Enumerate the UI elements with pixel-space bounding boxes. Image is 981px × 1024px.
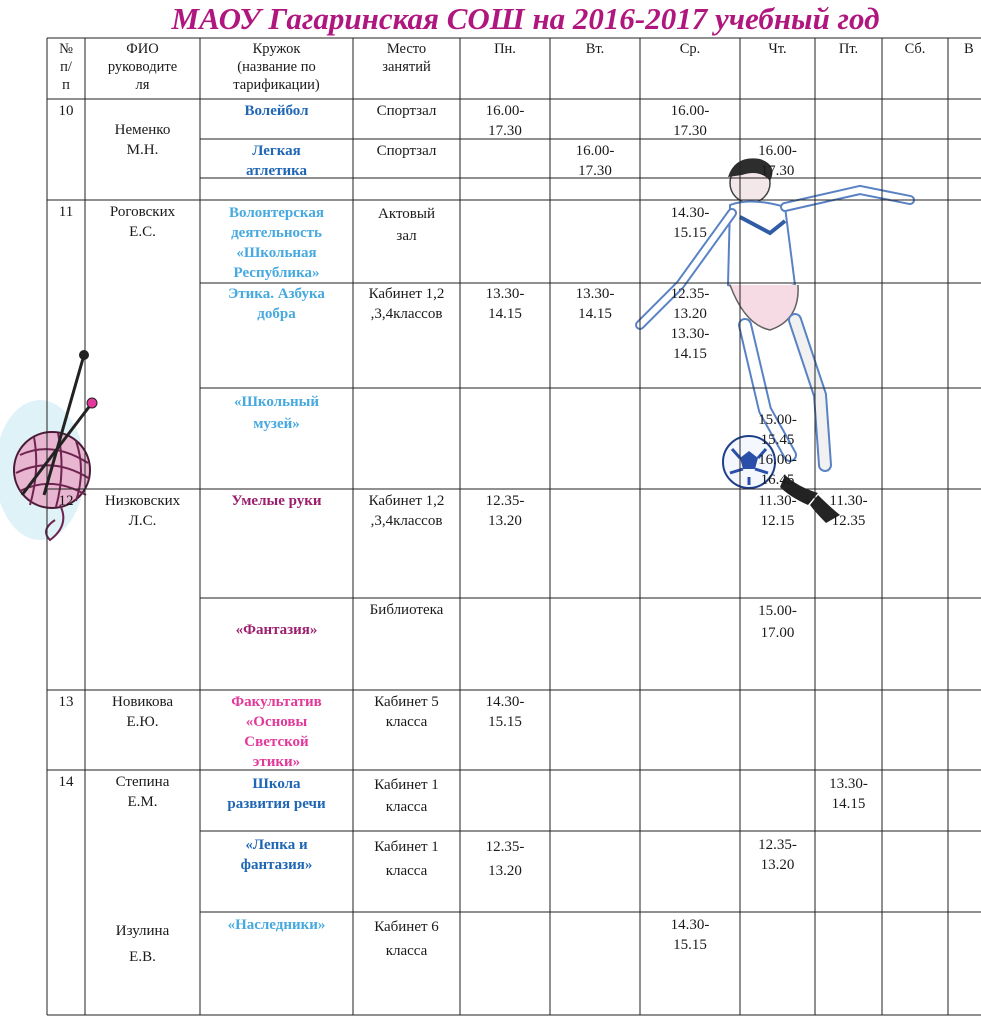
club-name: «Фантазия»: [235, 622, 318, 638]
schedule-time: 16.00- 17.30: [575, 143, 615, 179]
leader-name: Неменко М.Н.: [114, 122, 171, 158]
page-title: МАОУ Гагаринская СОШ на 2016-2017 учебный год: [171, 1, 880, 36]
club-name: Факультатив «Основы Светской этики»: [231, 694, 322, 770]
header-sun: В: [964, 41, 974, 57]
schedule-time: 16.00- 17.30: [758, 143, 797, 179]
schedule-time: 12.35- 13.20: [758, 837, 797, 873]
header-tue: Вт.: [585, 41, 605, 57]
place: Кабинет 1,2 ,3,4классов: [368, 286, 445, 322]
club-name: Этика. Азбука добра: [228, 286, 325, 322]
schedule-time: 12.35- 13.20 13.30- 14.15: [670, 286, 710, 362]
schedule-time: 16.00- 17.30: [485, 103, 525, 139]
schedule-time: 13.30- 14.15: [575, 286, 615, 322]
leader-name: Новикова Е.Ю.: [111, 694, 173, 730]
header-fri: Пт.: [838, 41, 859, 57]
leader-name: Изулина Е.В.: [115, 923, 170, 965]
place: Библиотека: [369, 602, 444, 618]
leader-name: Роговских Е.С.: [109, 204, 176, 240]
leader-name: Степина Е.М.: [115, 774, 170, 810]
header-club: Кружок (название по тарификации): [233, 41, 320, 93]
schedule-time: 13.30- 14.15: [485, 286, 525, 322]
club-name: «Лепка и фантазия»: [240, 837, 313, 873]
place: Кабинет 6 класса: [374, 919, 439, 959]
place: Актовый зал: [378, 206, 435, 244]
row-num: 10: [58, 103, 74, 119]
place: Спортзал: [376, 143, 437, 159]
place: Кабинет 1,2 ,3,4классов: [368, 493, 445, 529]
row-num: 11: [58, 204, 74, 220]
header-wed: Ср.: [679, 41, 701, 57]
schedule-time: 11.30- 12.35: [829, 493, 868, 529]
row-num: 14: [58, 774, 74, 790]
header-place: Место занятий: [382, 41, 431, 75]
club-name: Волонтерская деятельность «Школьная Республика»: [229, 205, 324, 281]
schedule-time: 12.35- 13.20: [485, 493, 525, 529]
schedule-time: 14.30- 15.15: [670, 205, 710, 241]
schedule-time: 16.00- 17.30: [670, 103, 710, 139]
club-name: Умелые руки: [231, 493, 322, 509]
place: Кабинет 5 класса: [374, 694, 439, 730]
schedule-time: 15.00- 17.00: [758, 603, 797, 641]
schedule-time: 12.35- 13.20: [485, 839, 525, 879]
schedule-time: 13.30- 14.15: [829, 776, 868, 812]
place: Кабинет 1 класса: [374, 839, 439, 879]
row-num: 13: [58, 694, 74, 710]
header-num: № п/ п: [59, 41, 73, 93]
schedule-time: 14.30- 15.15: [485, 694, 525, 730]
row-num: 12: [58, 493, 74, 509]
schedule-time: 15.00- 15.45 16.00- 16.45: [758, 412, 797, 488]
leader-name: Низковских Л.С.: [104, 493, 181, 529]
club-name: «Школьный музей»: [233, 394, 320, 432]
club-name: Легкая атлетика: [245, 143, 308, 179]
header-mon: Пн.: [494, 41, 516, 57]
place: Кабинет 1 класса: [374, 777, 439, 815]
schedule-time: 14.30- 15.15: [670, 917, 710, 953]
club-name: Волейбол: [244, 103, 309, 119]
place: Спортзал: [376, 103, 437, 119]
header-thu: Чт.: [768, 41, 787, 57]
schedule-time: 11.30- 12.15: [758, 493, 797, 529]
header-leader: ФИО руководите ля: [107, 41, 178, 93]
header-sat: Сб.: [904, 41, 926, 57]
club-name: Школа развития речи: [227, 776, 326, 812]
club-name: «Наследники»: [227, 917, 326, 933]
